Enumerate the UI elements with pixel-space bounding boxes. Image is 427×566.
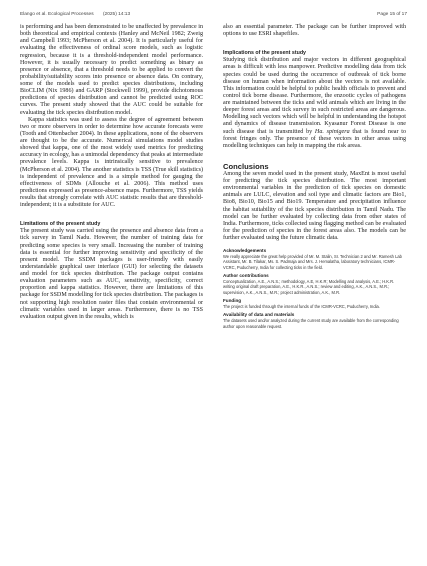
author-contributions-heading: Author contributions: [223, 273, 269, 279]
paragraph-auc: is performing and has been demonstrated to be unaffected by prevalence in both theoretical and empirical contexts (Hanley and McNeil 1982; Zweig and Campbell 1993; McPherson et al. 2004). It is particularly useful for evaluating the effectiveness of ordinal score models, such as logistic regression, because it is a threshold-independent model performance. However, it is usually necessary to predict something as binary as presence or absence, that a threshold needs to be applied to convert the probability/suitability scores into presence or absence data. On contrary, some of the models used to predict species distributions, including BioCLIM (Nix 1986) and GARP (Stockwell 1999), provide dichotomous predictions of species distribution and cannot be predicted using ROC curves. The present study showed that the AUC could be suitable for evaluating the tick species distribution model.: [20, 24, 203, 116]
page-header: [20, 9, 407, 19]
implications-heading: Implications of the present study: [223, 50, 306, 57]
data-availability-heading: Availability of data and materials: [223, 312, 295, 318]
paragraph-conclusions: Among the seven model used in the present study, MaxEnt is most useful for predicting the tick species distribution. The most important environmental variables in the prediction of tick species on domestic animals are LULC, elevation and soil type and climatic factors are Bio1, Bio8, Bio10, Bio15 and Bio19. Temperature and precipitation influence the habitat suitability of the tick species distribution in Tamil Nadu. The model can be further evaluated by collecting data from other states of India. Furthermore, ticks collected using flagging method can be evaluated for the prediction of species in the forest areas also. The models can be further evaluated using the future climatic data.: [223, 170, 406, 241]
paragraph-implications: Studying tick distribution and major vectors in different geographical areas is difficult with less manpower. Predictive modelling data from tick species could be used during the occurrence of outbreak of tick borne disease on human when information about the vectors is not available. This information could be helpful to public health officials to prevent and control tick borne disease. Furthermore, the enzootic cycles of pathogens are maintained between the ticks and wild animals which are living in the deeper forest areas and tick survey in such restricted areas are dangerous. Modelling such vectors which will be helpful in understanding the hotspot and dynamics of disease transmission. Kyasanur Forest Disease is one such disease that is transmitted by Ha. spinigera that is found near to forest fringes only. The presence of these vectors in other areas using modelling techniques can help in mapping the risk areas.: [223, 57, 406, 149]
conclusions-heading: Conclusions: [223, 161, 269, 171]
left-column: [20, 24, 203, 321]
paragraph-continued: also an essential parameter. The package can be further improved with options to use ESRI shapefiles.: [223, 24, 406, 38]
right-column: [223, 24, 406, 329]
data-availability-text: The datasets used and/or analyzed during the current study are available from the corresponding author upon reasonable request.: [223, 318, 399, 329]
funding-text: The project is funded through the internal funds of the ICMR-VCRC, Puducherry, India.: [223, 303, 380, 309]
year-volume: (2025) 14:13: [102, 11, 131, 17]
acknowledgements-text: We really appreciate the great help provided of Mr. M. Stalin, Sr. Technician 2 and Mr. Ramesh Lab Assistant, Mr. B. Tilakar, Ms. S. Padmaja and Mrs. J. Hemalatha, laboratory technicians, ICMR-VCRC, Puducherry, India for collecting ticks in the field.: [223, 254, 402, 270]
page-number: Page 15 of 17: [377, 11, 407, 17]
journal-name: Elango et al. Ecological Processes: [20, 11, 94, 17]
paragraph-kappa: Kappa statistics was used to assess the degree of agreement between two or more observers in order to determine how accurate forecasts were (Tooth and Ottenbacher 2004). In these applications, none of the observers are thought to be the accurate. Numerical simulations model studies showed that kappa, one of the most widely used metrics for predicting accuracy in ecology, has a unimodal dependency that peaks at intermediate prevalence levels. Kappa is intrinsically sensitive to prevalence (McPherson et al. 2004). The another statistics is TSS (True skill statistics) is independent of prevalence and is a simple method for gauging the effectiveness of SDMs (Allouche et al. 2006). This method uses predictions expressed as presence-absence maps. Furthermore, TSS yields results that strongly correlate with AUC statistic results that are threshold-independent; it is a substitute for AUC.: [20, 116, 203, 209]
author-contributions-text: Conceptualization, A.E., A.N.S.; methodology, A.E, H.K.R; Modelling and analysis, A.E.; H.K.R. writing original draft preparation, A.E., H.K.R., A.N.S.; review and editing, A.K., A.N.S., M.R.; supervision, A.K., A.N.S., M.R.; project administration, A.K., M.R.: [223, 279, 395, 295]
species-name: Ha. spinigera: [314, 128, 350, 135]
paragraph-limitations: The present study was carried using the presence and absence data from a tick survey in Tamil Nadu. However, the number of training data for predicting some species is very small. Increasing the number of training data is essential for further improving sensitivity and specificity of the present model. The SSDM packages is user-friendly with easily understandable graphical user interface (GUI) for selecting the datasets and model for tick species distribution. The package output contains evaluation parameters such as AUC, sensitivity, specificity, correct proportion and kappa statistics. However, there are limitations of this package for SSDM modelling for tick species distribution. The packages is not supporting high resolution raster files that contain environmental or climatic variables used in larger areas. Furthermore, there is no TSS evaluation output given in the results, which is: [20, 228, 203, 320]
limitations-heading: Limitations of the present study: [20, 221, 101, 228]
header-citation: [20, 12, 138, 17]
acknowledgements-heading: Acknowledgements: [223, 248, 267, 254]
funding-heading: Funding: [223, 297, 242, 303]
